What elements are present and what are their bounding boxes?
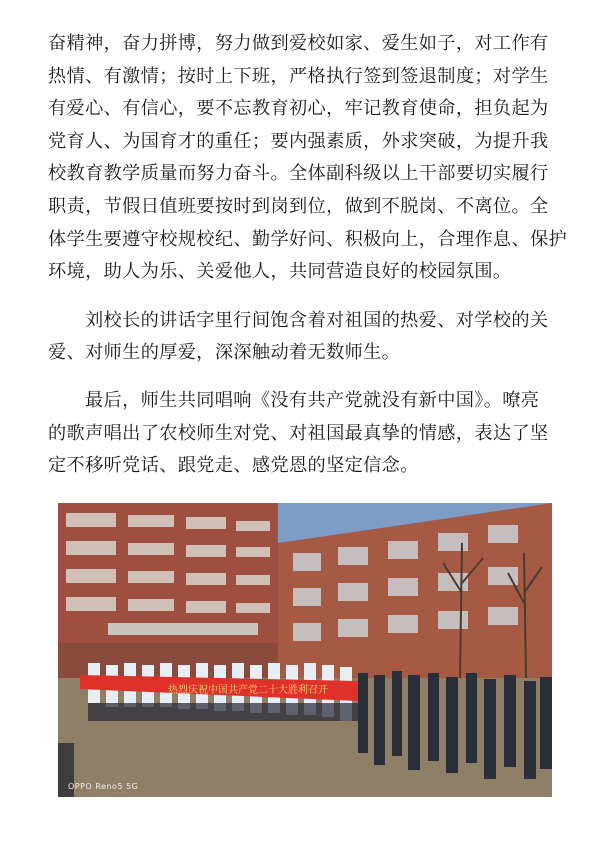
photo-banner-text: 热烈庆祝中国共产党二十大胜利召开 [168, 685, 328, 696]
paragraph-1-line-7: 体学生要遵守校规校纪、勤学好问、积极向上，合理作息、保护 [48, 228, 568, 250]
photo-crowd-legs [88, 703, 358, 721]
camera-watermark: OPPO Reno5 5G [68, 782, 139, 791]
ceremony-photo [58, 503, 552, 797]
paragraph-2-line-1: 刘校长的讲话字里行间饱含着对祖国的热爱、对学校的关 [85, 309, 549, 331]
paragraph-1-line-1: 奋精神，奋力拼博，努力做到爱校如家、爱生如子，对工作有 [48, 33, 549, 54]
paragraph-1-line-2: 热情、有激情；按时上下班，严格执行签到签退制度；对学生 [48, 65, 549, 87]
paragraph-1-line-5: 校教育教学质量而努力奋斗。全体副科级以上干部要切实履行 [48, 163, 549, 185]
document-body [48, 28, 568, 483]
paragraph-3 [48, 385, 568, 483]
paragraph-1-line-4: 党育人、为国育才的重任；要内强素质，外求突破，为提升我 [48, 130, 549, 152]
paragraph-1-line-8: 环境，助人为乐、关爱他人，共同营造良好的校园氛围。 [48, 261, 512, 283]
paragraph-3-line-2: 的歌声唱出了农校师生对党、对祖国最真挚的情感，表达了坚 [48, 422, 549, 444]
paragraph-3-line-1: 最后，师生共同唱响《没有共产党就没有新中国》。嘹亮 [85, 389, 540, 411]
ceremony-photo-illustration [58, 503, 552, 797]
paragraph-1 [48, 28, 568, 289]
paragraph-2 [48, 305, 568, 370]
paragraph-1-line-6: 职责，节假日值班要按时到岗到位，做到不脱岗、不离位。全 [48, 195, 549, 217]
paragraph-3-line-3: 定不移听党话、跟党走、感党恩的坚定信念。 [48, 455, 419, 477]
paragraph-2-line-2: 爱、对师生的厚爱，深深触动着无数师生。 [48, 342, 401, 364]
paragraph-1-line-3: 有爱心、有信心，要不忘教育初心，牢记教育使命，担负起为 [48, 98, 549, 120]
building-sign [108, 623, 258, 635]
